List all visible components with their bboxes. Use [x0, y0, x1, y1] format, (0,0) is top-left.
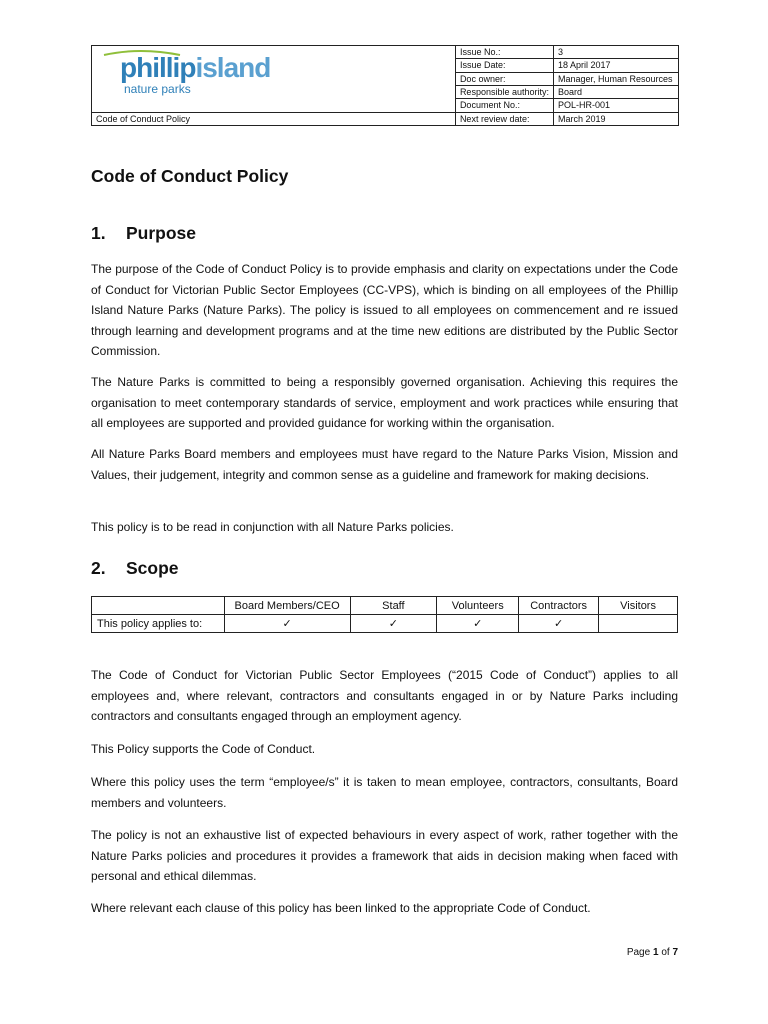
meta-label: Next review date: [455, 112, 553, 125]
meta-value: March 2019 [554, 112, 679, 125]
logo-cell [92, 46, 456, 113]
scope-header-cell: Visitors [599, 597, 678, 615]
logo-tagline: nature parks [124, 82, 191, 96]
section-title: Scope [126, 558, 179, 578]
meta-label: Document No.: [455, 99, 553, 112]
purpose-paragraph: The Nature Parks is committed to being a responsibly governed organisation. Achieving this requires the organisation to meet contemporary standards of service, employment and work practices while ensuring that all employees are supported and provided guidance for working within the organisation. [91, 375, 678, 430]
section-heading-purpose [91, 223, 196, 244]
scope-paragraph: This Policy supports the Code of Conduct. [91, 742, 316, 756]
checkmark-icon: ✓ [437, 615, 519, 633]
scope-row-label: This policy applies to: [92, 615, 225, 633]
meta-label: Issue Date: [455, 59, 553, 72]
section-number: 1. [91, 223, 106, 243]
checkmark-icon: ✓ [350, 615, 437, 633]
meta-label: Issue No.: [455, 46, 553, 59]
scope-header-cell: Staff [350, 597, 437, 615]
phillip-island-logo [100, 49, 290, 99]
scope-empty-cell [599, 615, 678, 633]
meta-value: POL-HR-001 [554, 99, 679, 112]
logo-word-island: island [195, 52, 271, 83]
meta-label: Responsible authority: [455, 85, 553, 98]
page-title: Code of Conduct Policy [91, 166, 289, 186]
scope-paragraph: Where this policy uses the term “employee/s” it is taken to mean employee, contractors, consultants, Board members and volunteers. [91, 775, 678, 810]
scope-table-row [92, 615, 678, 633]
logo-word-phillip: phillip [120, 52, 196, 83]
svg-text:phillipisland [120, 52, 270, 83]
meta-label: Doc owner: [455, 72, 553, 85]
checkmark-icon: ✓ [224, 615, 350, 633]
total-pages: 7 [672, 947, 678, 958]
section-heading-scope [91, 558, 179, 579]
scope-paragraph: Where relevant each clause of this policy has been linked to the appropriate Code of Conduct. [91, 901, 591, 915]
scope-paragraph: The policy is not an exhaustive list of expected behaviours in every aspect of work, rather together with the Nature Parks policies and procedures it provides a framework that aids in decision making when faced with personal and ethical dilemmas. [91, 828, 678, 883]
scope-header-cell: Board Members/CEO [224, 597, 350, 615]
scope-header-cell: Volunteers [437, 597, 519, 615]
scope-header-cell [92, 597, 225, 615]
scope-header-cell: Contractors [519, 597, 599, 615]
of-word: of [661, 947, 670, 958]
meta-value: 18 April 2017 [554, 59, 679, 72]
page-word: Page [626, 947, 651, 958]
section-title: Purpose [126, 223, 197, 243]
scope-table-header-row [92, 597, 678, 615]
document-header-table [91, 45, 679, 126]
page-number [627, 947, 678, 958]
meta-value: 3 [554, 46, 679, 59]
header-doc-name: Code of Conduct Policy [92, 112, 456, 125]
current-page: 1 [652, 947, 659, 958]
checkmark-icon: ✓ [519, 615, 599, 633]
purpose-paragraph: The purpose of the Code of Conduct Policy is to provide emphasis and clarity on expectations under the Code of Conduct for Victorian Public Sector Employees (CC-VPS), which is binding on all employees of the Phillip Island Nature Parks (Nature Parks). The policy is issued to all employees on commencement and re issued through learning and development programs and at the time new editions are distributed by the Public Sector Commission. [91, 262, 678, 358]
meta-value: Manager, Human Resources [554, 72, 679, 85]
purpose-paragraph: This policy is to be read in conjunction with all Nature Parks policies. [91, 520, 454, 534]
section-number: 2. [91, 558, 106, 578]
scope-table [91, 596, 678, 633]
purpose-paragraph: All Nature Parks Board members and employees must have regard to the Nature Parks Vision, Mission and Values, their judgement, integrity and common sense as a guideline and framework for making decisions. [91, 447, 678, 482]
scope-paragraph: The Code of Conduct for Victorian Public Sector Employees (“2015 Code of Conduct”) applies to all employees and, where relevant, contractors and consultants engaged in or by Nature Parks including contractors and consultants engaged through an employment agency. [91, 668, 678, 723]
meta-value: Board [554, 85, 679, 98]
